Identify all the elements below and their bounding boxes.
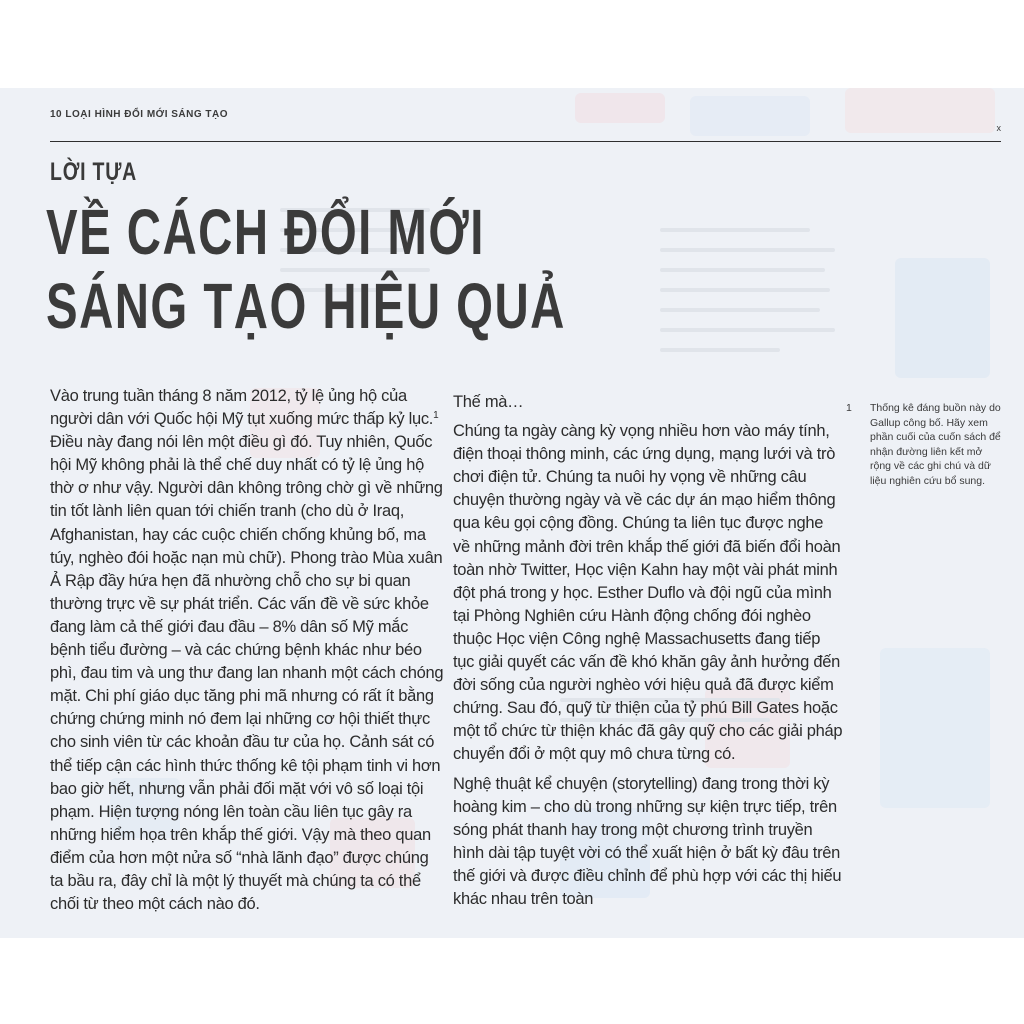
- section-kicker: LỜI TỰA: [50, 158, 138, 186]
- footnote: [846, 401, 1006, 488]
- body-column-left: [50, 385, 445, 916]
- chapter-title: [46, 195, 566, 343]
- chapter-title-line-2: SÁNG TẠO HIỆU QUẢ: [46, 270, 566, 342]
- chapter-title-line-1: VỀ CÁCH ĐỔI MỚI: [46, 196, 485, 268]
- book-page: [0, 88, 1024, 938]
- paragraph: [50, 385, 445, 916]
- footnote-text: Thống kê đáng buồn này do Gallup công bố. Hãy xem phần cuối của cuốn sách để nhận đường liên kết mở rộng về các ghi chú và dữ liệu nghiên cứu bổ sung.: [870, 402, 1001, 487]
- paragraph-text-before-footnote: Vào trung tuần tháng 8 năm 2012, tỷ lệ ủng hộ của người dân với Quốc hội Mỹ tụt xuống mức thấp kỷ lục.: [50, 387, 434, 429]
- footnote-number: 1: [846, 402, 852, 414]
- footnote-marker[interactable]: 1: [433, 410, 439, 422]
- header-rule: [50, 141, 1001, 142]
- paragraph-intro: Thế mà…: [453, 393, 524, 411]
- page-number: x: [996, 123, 1001, 133]
- body-column-right: [453, 391, 843, 911]
- paragraph: Nghệ thuật kể chuyện (storytelling) đang trong thời kỳ hoàng kim – cho dù trong những sự kiện trực tiếp, trên sóng phát thanh hay trong một chương trình truyền hình dài tập tuyệt vời có thể xuất hiện ở bất kỳ đâu trên thế giới và được điều chỉnh để phù hợp với các thị hiếu khác nhau trên toàn: [453, 774, 842, 908]
- paragraph: Chúng ta ngày càng kỳ vọng nhiều hơn vào máy tính, điện thoại thông minh, các ứng dụng, mạng lưới và trò chơi điện tử. Chúng ta nuôi hy vọng về những câu chuyện thường ngày và về các dự án mạo hiểm thông qua kêu gọi cộng đồng. Chúng ta liên tục được nghe về những mảnh đời trên khắp thế giới đã biến đổi hoàn toàn nhờ Twitter, Học viện Kahn hay một vài phát minh đột phá trong y học. Esther Duflo và đội ngũ của mình tại Phòng Nghiên cứu Hành động chống đói nghèo thuộc Học viện Công nghệ Massachusetts đang tiếp tục giải quyết các vấn đề khó khăn gây ảnh hưởng đến đời sống của người nghèo với hiệu quả đã được kiểm chứng. Sau đó, quỹ từ thiện của tỷ phú Bill Gates hoặc một tổ chức từ thiện khác đã gây quỹ cho các giải pháp chuyển đổi ở một quy mô chưa từng có.: [453, 422, 843, 764]
- paragraph-text-after-footnote: Điều này đang nói lên một điều gì đó. Tuy nhiên, Quốc hội Mỹ không phải là thể chế duy nhất có tỷ lệ ủng hộ thờ ơ như vậy. Người dân không trông chờ gì về những tin tốt lành liên quan tới chiến tranh (cho dù ở Iraq, Afghanistan, hay các cuộc chiến chống khủng bố, ma túy, nghèo đói hoặc nạn mù chữ). Phong trào Mùa xuân Ả Rập đầy hứa hẹn đã nhường chỗ cho sự bi quan thường trực về sự phát triển. Các vấn đề về sức khỏe đang làm cả thế giới đau đầu – 8% dân số Mỹ mắc bệnh tiểu đường – và các chứng bệnh khác như béo phì, đau tim và ung thư đang lan nhanh một cách chóng mặt. Chi phí giáo dục tăng phi mã nhưng có rất ít bằng chứng chứng minh nó đem lại những cơ hội thiết thực cho sinh viên từ các khoản đầu tư của họ. Cảnh sát có thể tiếp cận các hình thức thống kê tội phạm tinh vi hơn bao giờ hết, nhưng vẫn phải đối mặt với vô số loại tội phạm. Hiện tượng nóng lên toàn cầu liên tục gây ra những hiểm họa trên khắp thế giới. Vậy mà theo quan điểm của hơn một nửa số “nhà lãnh đạo” được chúng ta bầu ra, đây chỉ là một lý thuyết mà chúng ta có thể chối từ theo một cách nào đó.: [50, 433, 444, 914]
- running-head: 10 LOẠI HÌNH ĐỔI MỚI SÁNG TẠO: [50, 109, 229, 120]
